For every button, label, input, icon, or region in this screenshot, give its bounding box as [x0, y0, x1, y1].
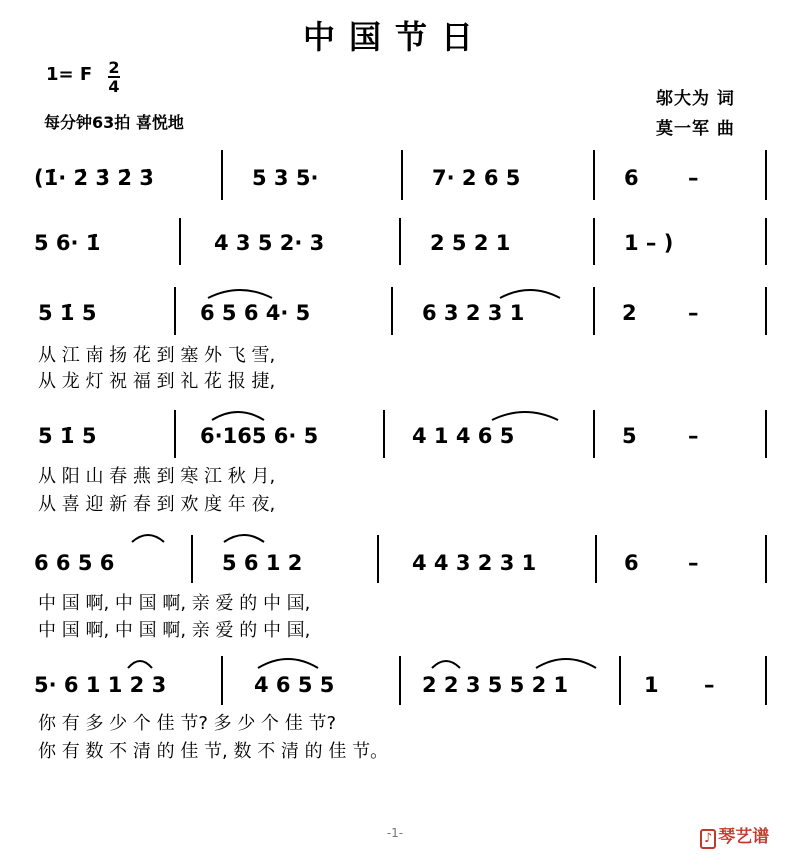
notes-measure: 6·165 6· 5 — [200, 424, 319, 448]
notes-measure: 5 6· 1̇ — [34, 231, 101, 255]
time-signature-bottom: 4 — [108, 77, 120, 96]
notes-measure: 5 — [622, 424, 637, 448]
logo-text: 琴艺谱 — [718, 827, 770, 847]
notes-measure: 2 — [622, 301, 637, 325]
score-system-6 — [34, 656, 766, 762]
slur — [212, 412, 264, 420]
score-system-4 — [38, 410, 766, 515]
notes-measure: 5 3 5· — [252, 166, 319, 190]
slur — [536, 659, 596, 668]
notes-measure: 4 6 5 5 — [254, 673, 335, 697]
slur — [132, 535, 164, 542]
lyric-line-1: 从 阳 山 春 燕 到 寒 江 秋 月, — [38, 466, 276, 487]
slur — [492, 412, 558, 420]
notes-measure: 6 — [624, 551, 639, 575]
notes-measure: – — [688, 551, 699, 575]
key-signature: 1= F — [46, 64, 93, 85]
time-signature-top: 2 — [108, 58, 120, 77]
lyric-line-2: 从 喜 迎 新 春 到 欢 度 年 夜, — [38, 494, 276, 515]
notes-measure: 4 1 4 6 5 — [412, 424, 515, 448]
lyric-line-2: 从 龙 灯 祝 福 到 礼 花 报 捷, — [38, 371, 276, 392]
slur — [128, 661, 152, 668]
notes-measure: 5· 6 1 1 2 3 — [34, 673, 167, 697]
notes-measure: 6 3 2 3 1 — [422, 301, 525, 325]
notes-measure: 5 1̇ 5 — [38, 424, 97, 448]
song-title: 中国节日 — [302, 18, 487, 56]
notes-measure: – — [688, 301, 699, 325]
slur — [500, 290, 560, 298]
notes-measure: 1 – ) — [624, 231, 674, 255]
notes-measure: 7· 2 6 5 — [432, 166, 521, 190]
notes-measure: 2 5 2 1 — [430, 231, 511, 255]
logo-icon: ♪ — [700, 829, 716, 849]
notes-measure: 5 6 1 2 — [222, 551, 303, 575]
slur — [432, 661, 460, 668]
notes-measure: 6 — [624, 166, 639, 190]
lyricist-credit: 邬大为 词 — [656, 89, 735, 109]
score-system-2 — [34, 218, 766, 265]
notes-measure: 5 1̇ 5 — [38, 301, 97, 325]
notes-measure: 2 2 3 5 5 2 1 — [422, 673, 569, 697]
lyric-line-1: 你 有 多 少 个 佳 节? 多 少 个 佳 节? — [38, 713, 337, 734]
notes-measure: 1 — [644, 673, 659, 697]
slur — [258, 659, 318, 668]
slur — [208, 290, 272, 298]
composer-credit: 莫一军 曲 — [656, 119, 735, 139]
lyric-line-2: 中 国 啊, 中 国 啊, 亲 爱 的 中 国, — [38, 620, 311, 641]
slur — [224, 535, 264, 542]
score-system-5 — [34, 535, 766, 641]
notes-measure: – — [688, 166, 699, 190]
score-system-3 — [38, 287, 766, 392]
lyric-line-1: 中 国 啊, 中 国 啊, 亲 爱 的 中 国, — [38, 593, 311, 614]
score-system-1 — [34, 150, 766, 200]
site-logo — [700, 822, 769, 849]
notes-measure: 6 5 6 4· 5 — [200, 301, 311, 325]
notes-measure: – — [688, 424, 699, 448]
notes-measure: 6 6 5 6 — [34, 551, 115, 575]
notes-measure: (1̇· 2̇ 3̇ 2̇ 3̇ — [34, 166, 154, 190]
notes-measure: 4 3 5 2· 3 — [214, 231, 325, 255]
lyric-line-1: 从 江 南 扬 花 到 塞 外 飞 雪, — [38, 345, 276, 366]
lyric-line-2: 你 有 数 不 清 的 佳 节, 数 不 清 的 佳 节。 — [38, 741, 389, 762]
notes-measure: 4 4 3 2 3 1 — [412, 551, 537, 575]
page-number: -1- — [386, 826, 404, 840]
tempo-marking: 每分钟63拍 喜悦地 — [44, 113, 184, 132]
notes-measure: – — [704, 673, 715, 697]
